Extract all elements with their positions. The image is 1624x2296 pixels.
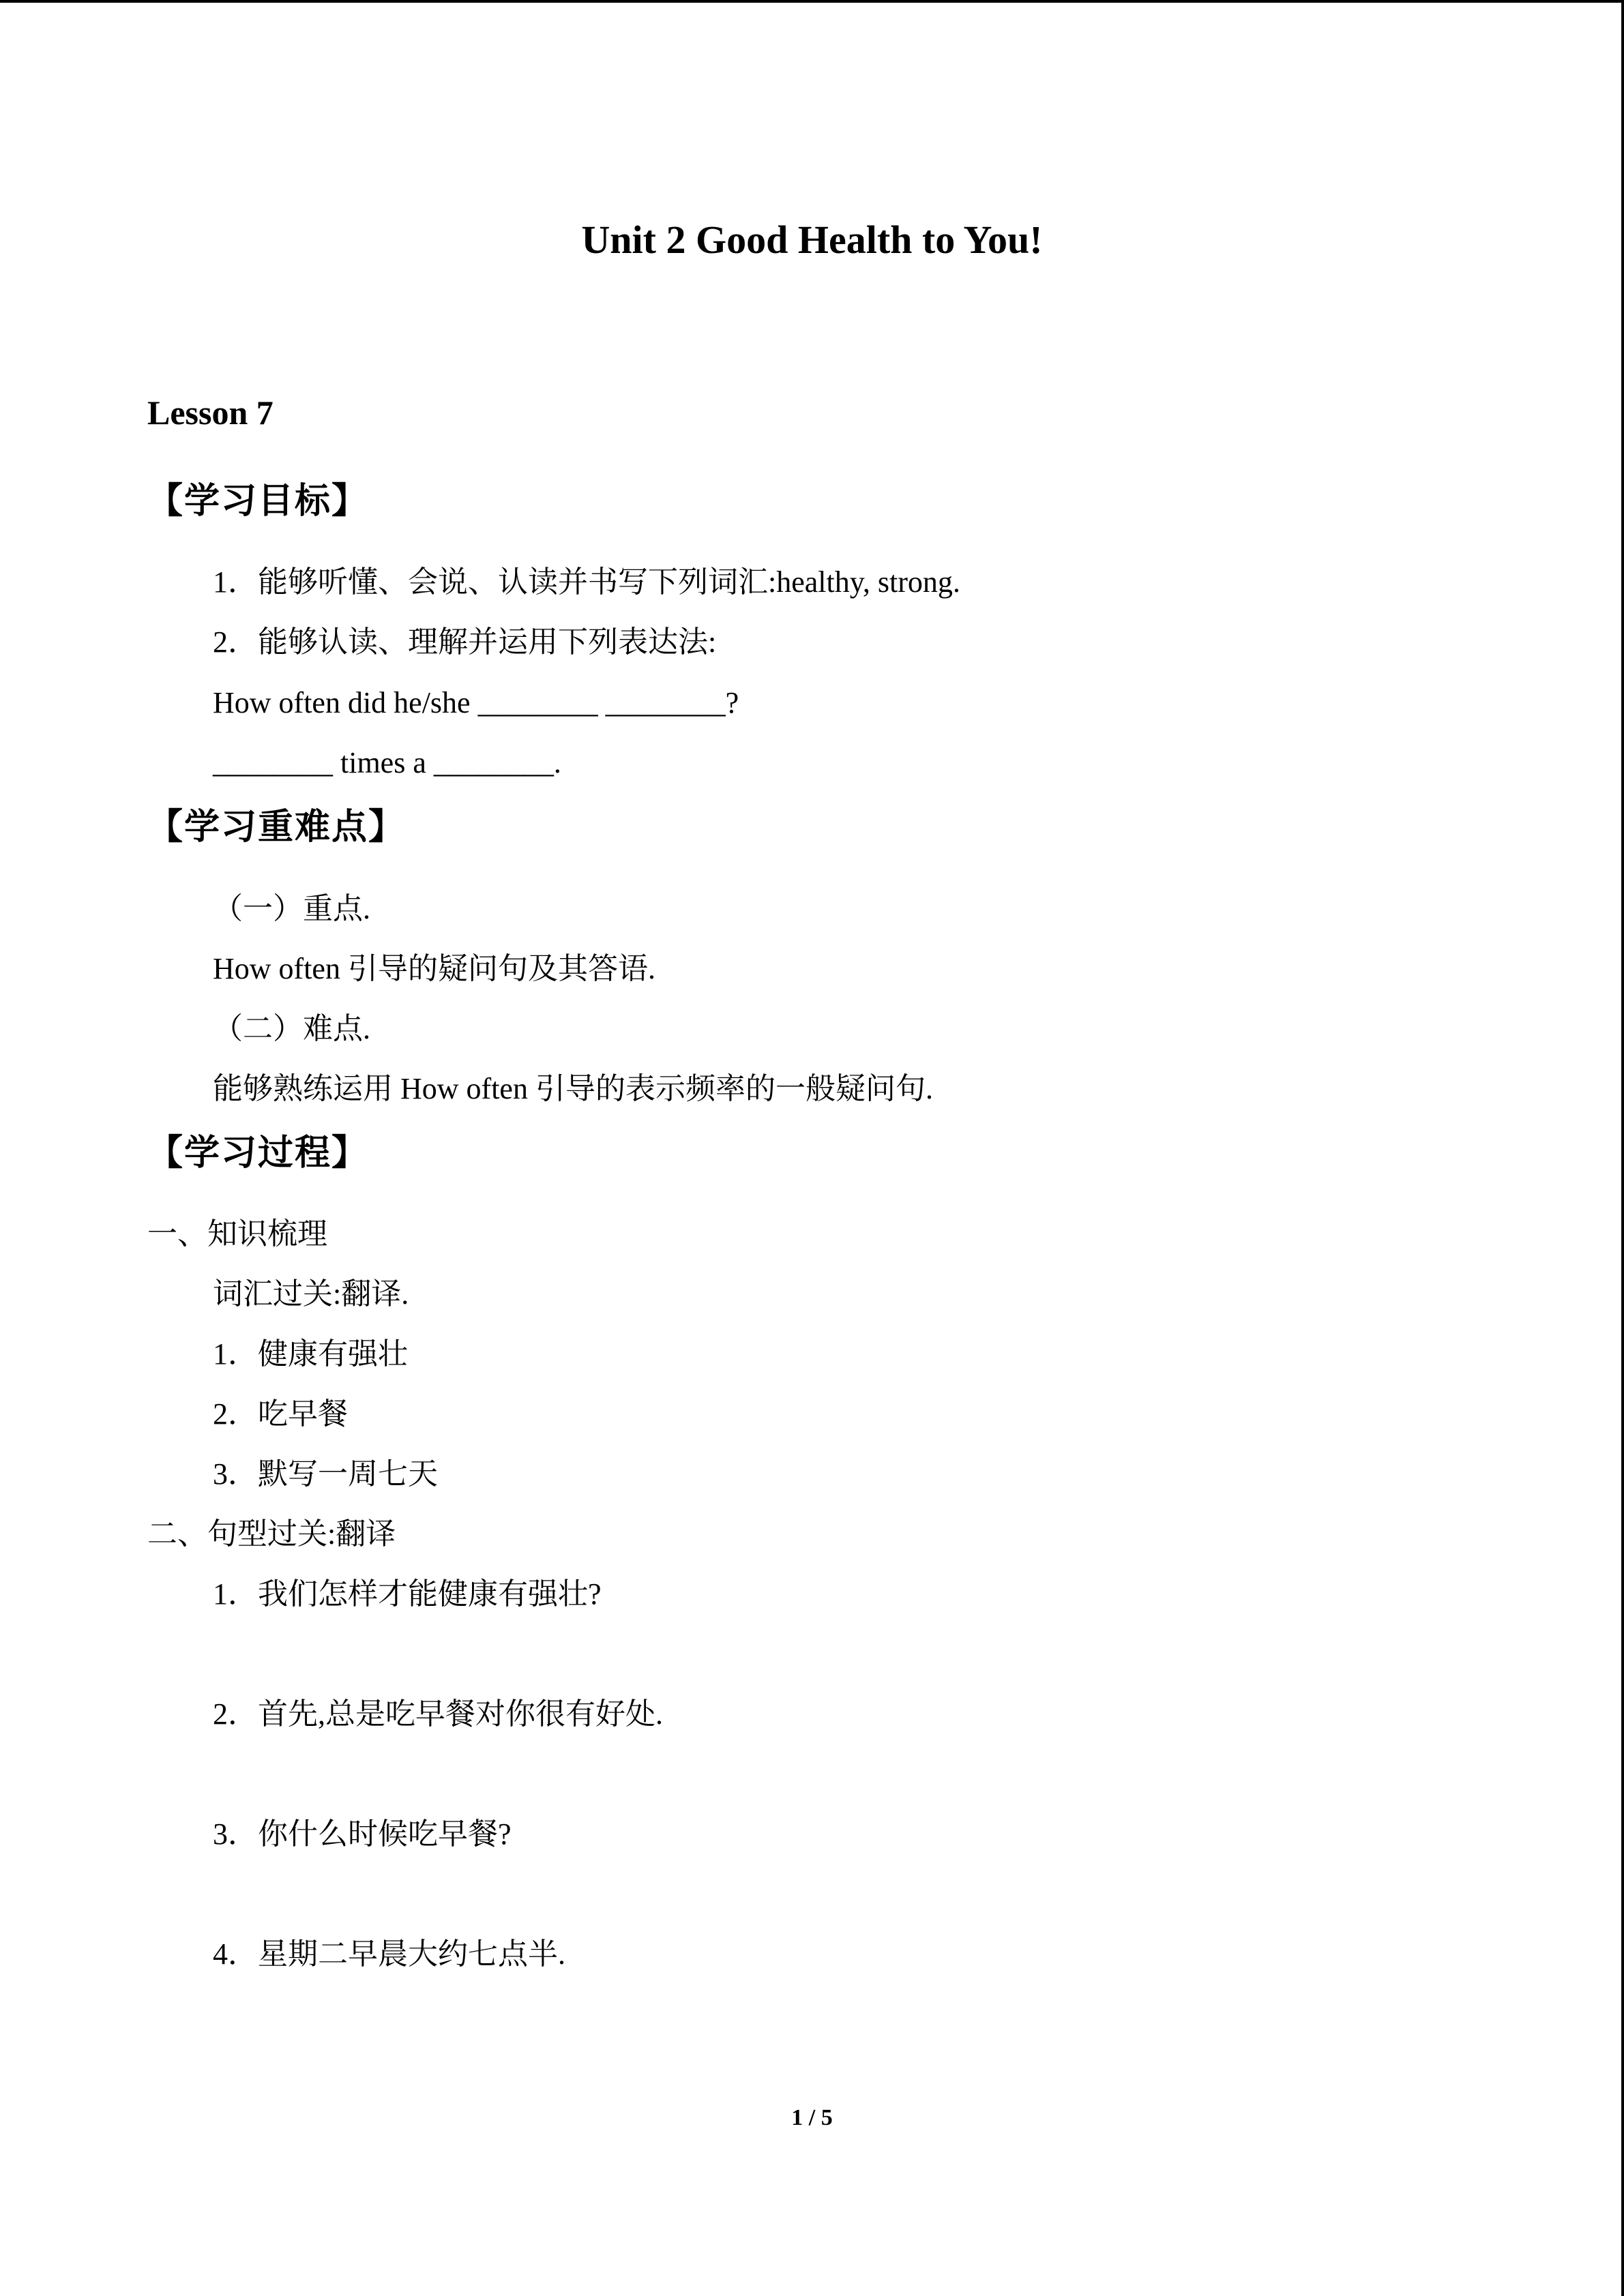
difficulty-text: 能够熟练运用 How often 引导的表示频率的一般疑问句. [213, 1072, 933, 1105]
section-knowledge: 一、知识梳理 [147, 1217, 327, 1251]
goals-heading: 【学习目标】 [147, 481, 369, 522]
vocab-item-3: 3．默写一周七天 [213, 1457, 438, 1491]
difficulty-label: （二）难点. [213, 1012, 370, 1045]
document-title: Unit 2 Good Health to You! [581, 218, 1043, 262]
sentence-item-1: 1．我们怎样才能健康有强壮? [213, 1577, 602, 1611]
vocab-intro: 词汇过关:翻译. [213, 1277, 409, 1311]
key-point-text: How often 引导的疑问句及其答语. [213, 952, 655, 985]
process-heading: 【学习过程】 [147, 1133, 369, 1174]
lesson-heading: Lesson 7 [147, 393, 274, 432]
section-sentences: 二、句型过关:翻译 [147, 1517, 396, 1551]
goal-expression-2: ________ times a ________. [213, 746, 561, 779]
page-number: 1 / 5 [791, 2105, 833, 2130]
goal-item-1: 1．能够听懂、会说、认读并书写下列词汇:healthy, strong. [213, 565, 960, 599]
vocab-item-1: 1．健康有强壮 [213, 1337, 408, 1371]
sentence-item-2: 2．首先,总是吃早餐对你很有好处. [213, 1697, 663, 1731]
sentence-item-3: 3．你什么时候吃早餐? [213, 1817, 512, 1851]
key-points-heading: 【学习重难点】 [147, 807, 406, 848]
goal-item-2: 2．能够认读、理解并运用下列表达法: [213, 625, 717, 659]
vocab-item-2: 2．吃早餐 [213, 1397, 348, 1431]
sentence-item-4: 4．星期二早晨大约七点半. [213, 1937, 565, 1971]
goal-expression-1: How often did he/she ________ ________? [213, 686, 739, 719]
key-point-label: （一）重点. [213, 892, 370, 925]
